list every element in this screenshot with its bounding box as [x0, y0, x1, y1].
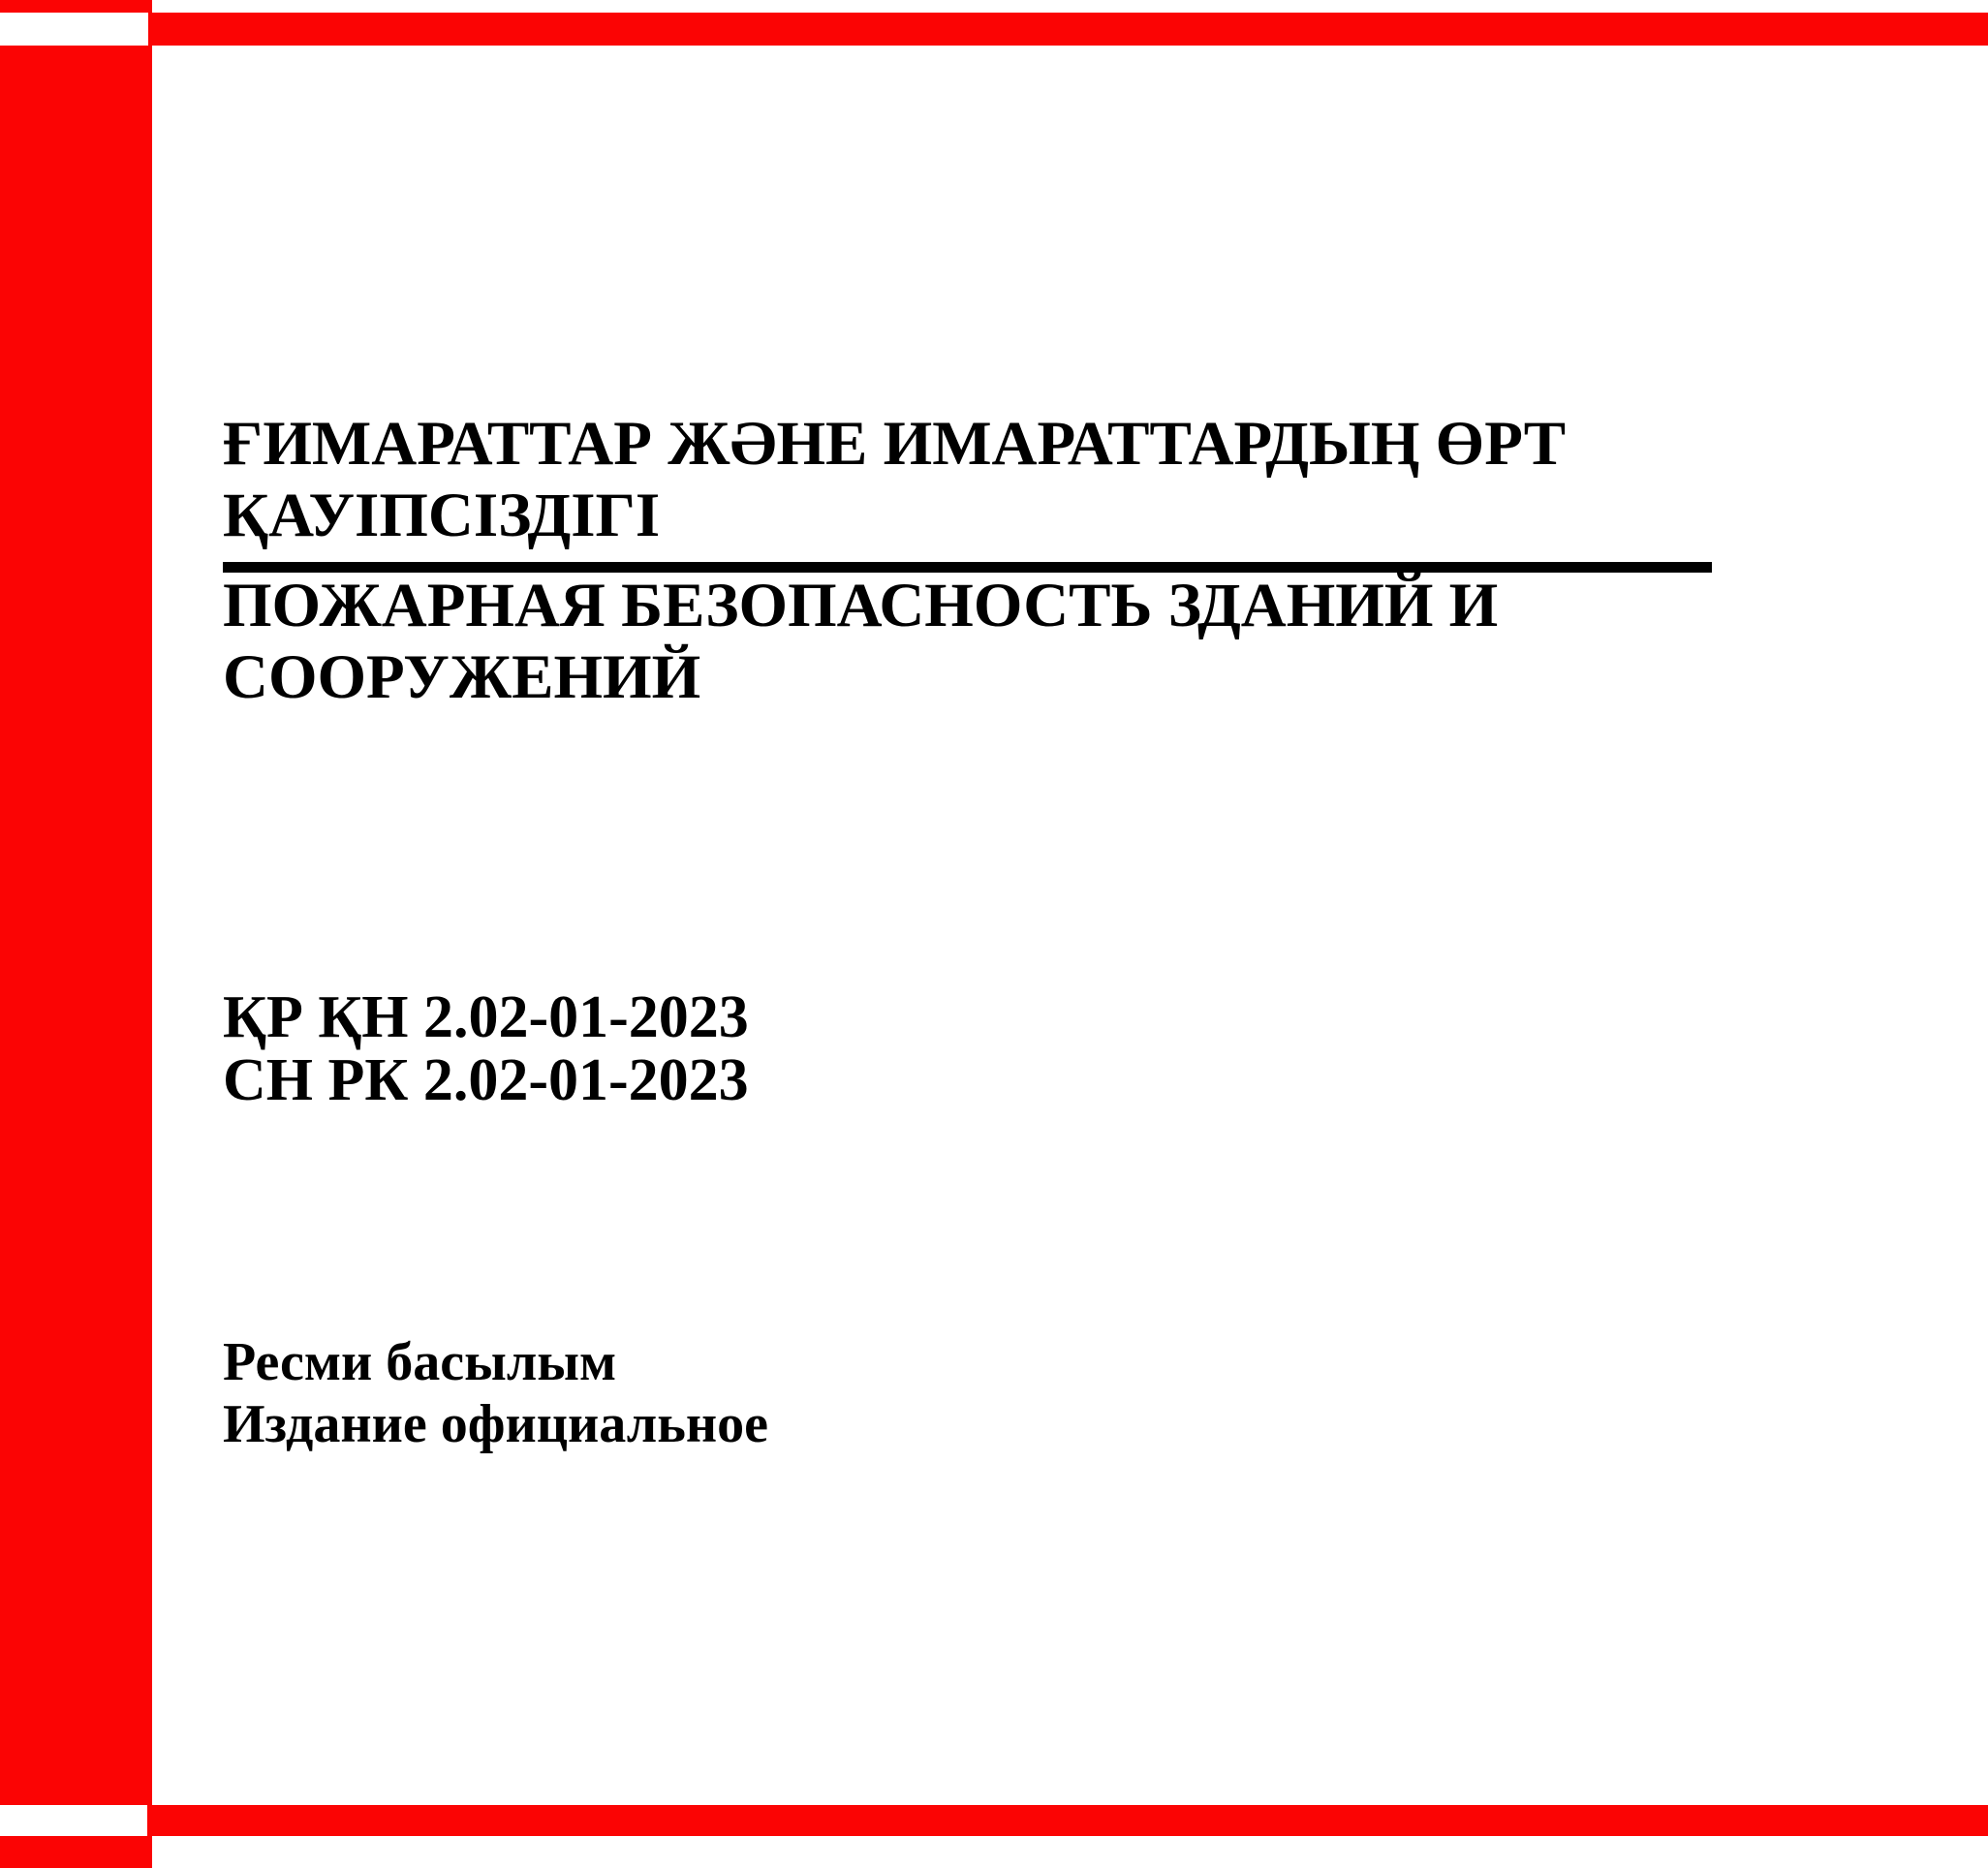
title-kazakh-line1: ҒИМАРАТТАР ЖӘНЕ ИМАРАТТАРДЫҢ ӨРТ: [223, 409, 1567, 479]
title-kazakh-line2: ҚАУІПСІЗДІГІ: [223, 481, 661, 550]
bottom-red-band: [152, 1805, 1988, 1836]
title-russian: [223, 570, 1498, 713]
title-russian-line2: СООРУЖЕНИЙ: [223, 642, 701, 712]
left-band-top-notch: [0, 13, 148, 46]
left-band-bottom-notch: [0, 1805, 147, 1836]
left-red-band: [0, 0, 152, 1868]
document-codes: [223, 986, 749, 1112]
title-kazakh: [223, 408, 1566, 551]
title-russian-line1: ПОЖАРНАЯ БЕЗОПАСНОСТЬ ЗДАНИЙ И: [223, 571, 1499, 640]
edition-note: [223, 1331, 768, 1455]
document-code-russian: СН РК 2.02-01-2023: [223, 1047, 749, 1113]
top-red-band: [152, 13, 1988, 46]
edition-note-russian: Издание официальное: [223, 1394, 768, 1454]
edition-note-kazakh: Ресми басылым: [223, 1332, 617, 1392]
document-code-kazakh: ҚР ҚН 2.02-01-2023: [223, 984, 749, 1050]
